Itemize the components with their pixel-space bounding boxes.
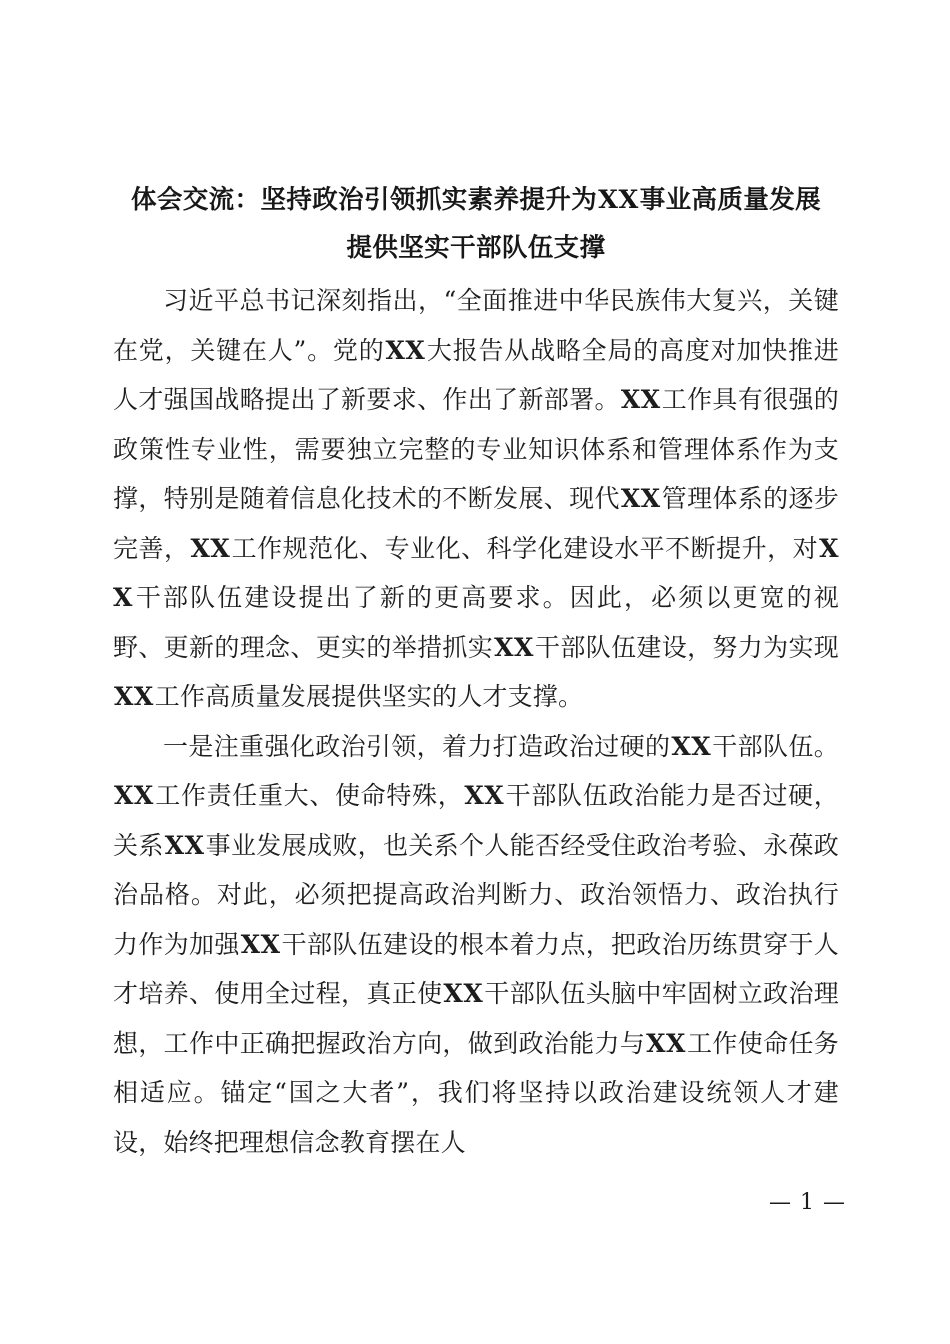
latin-run: XX xyxy=(190,533,231,563)
page-title-line-2: 提供坚实干部队伍支撑 xyxy=(346,233,606,263)
latin-run: XX xyxy=(114,682,154,711)
latin-run: XX xyxy=(464,781,505,810)
latin-run: XX xyxy=(598,185,639,215)
latin-run: XX xyxy=(494,632,534,662)
paragraph-2: 一是注重强化政治引领，着力打造政治过硬的XX干部队伍。XX工作责任重大、使命特殊，XX干部队伍政治能力是否过硬，关系XX事业发展成败，也关系个人能否经受住政治考验、永葆政治品格。对此，必须把提高政治判断力、政治领悟力、政治执行力作为加强XX干部队伍建设的根本着力点，把政治历练贯穿于人才培养、使用全过程，真正使XX干部队伍头脑中牢固树立政治理想，工作中正确把握政治方向，做到政治能力与XX工作使命任务相适应。锚定“国之大者”，我们将坚持以政治建设统领人才建设，始终把理想信念教育摆在人 xyxy=(113,731,839,1157)
latin-run: XX xyxy=(385,335,426,365)
page-title xyxy=(113,176,839,272)
latin-run: XX xyxy=(164,830,205,860)
latin-run: XX xyxy=(646,1028,686,1058)
document-body xyxy=(113,176,839,1167)
page-number-marker: — 1 — xyxy=(769,1190,846,1215)
latin-run: XX xyxy=(620,385,661,414)
page-title-line-1: 体会交流：坚持政治引领抓实素养提升为XX事业高质量发展 xyxy=(130,185,822,215)
latin-run: XX xyxy=(671,731,712,761)
latin-run: XX xyxy=(443,979,484,1008)
paragraph-1: 习近平总书记深刻指出，“全面推进中华民族伟大复兴，关键在党，关键在人”。党的XX大报告从战略全局的高度对加快推进人才强国战略提出了新要求、作出了新部署。XX工作具有很强的政策性专业性，需要独立完整的专业知识体系和管理体系作为支撑，特别是随着信息化技术的不断发展、现代XX管理体系的逐步完善，XX工作规范化、专业化、科学化建设水平不断提升，对XX干部队伍建设提出了新的更高要求。因此，必须以更宽的视野、更新的理念、更实的举措抓实XX干部队伍建设，努力为实现XX工作高质量发展提供坚实的人才支撑。 xyxy=(113,286,840,711)
latin-run: XX xyxy=(240,929,281,959)
latin-run: XX xyxy=(620,484,661,513)
page-footer xyxy=(113,1186,846,1220)
latin-run: XX xyxy=(114,781,154,810)
latin-run: XX xyxy=(113,533,839,612)
